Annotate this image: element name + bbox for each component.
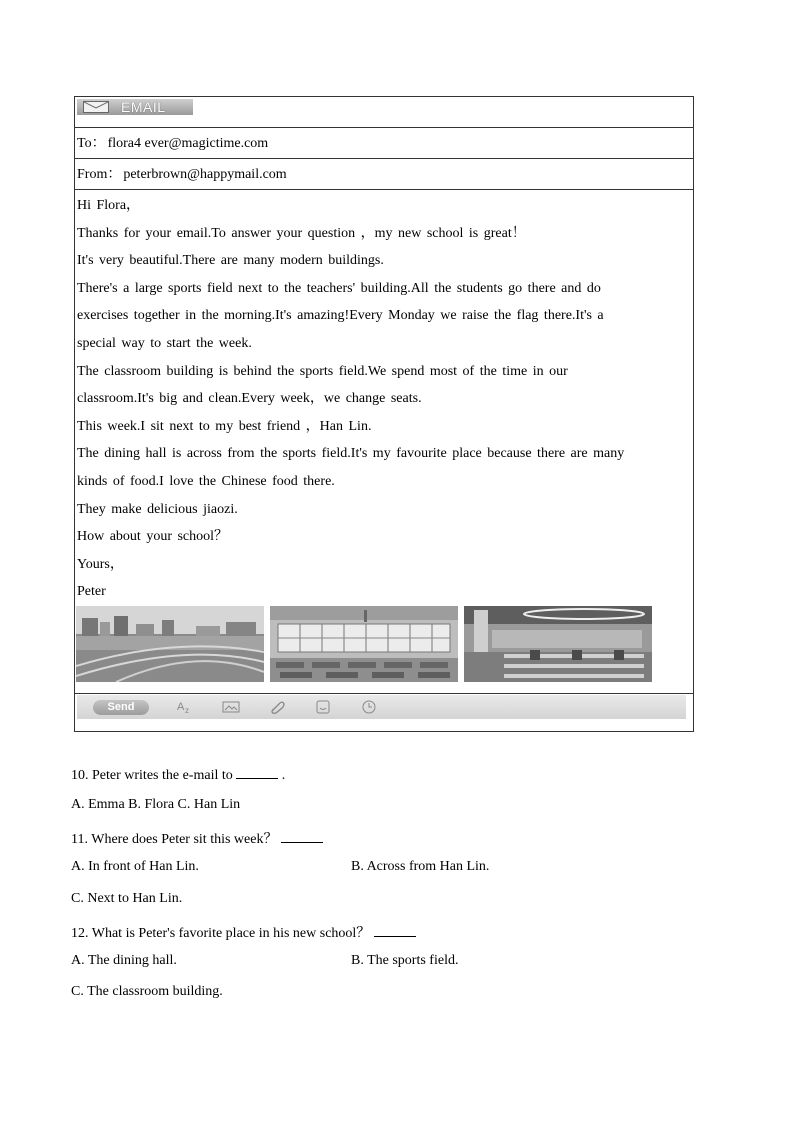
emoji-icon[interactable] — [313, 699, 333, 715]
question-number: 12. — [71, 926, 89, 941]
from-row — [75, 159, 693, 190]
body-line: Peter — [77, 584, 106, 600]
to-row — [75, 128, 693, 159]
body-line: It's very beautiful.There are many modern buildings. — [77, 253, 384, 269]
option-a[interactable]: A. The dining hall. — [71, 953, 177, 968]
email-window — [74, 96, 694, 732]
body-line: Yours， — [77, 556, 124, 572]
sports-field-photo[interactable] — [76, 606, 264, 682]
font-size-icon[interactable] — [175, 699, 195, 715]
body-line: There's a large sports field next to the teachers' building.All the students go there and do — [77, 280, 601, 296]
body-line: This week.I sit next to my best friend ，Han Lin. — [77, 418, 372, 434]
compose-toolbar — [77, 695, 686, 719]
to-value[interactable]: flora4 ever@magictime.com — [107, 136, 269, 151]
photo-strip — [76, 606, 696, 682]
question-number: 10. — [71, 768, 89, 783]
from-label: From： — [77, 167, 122, 182]
question-12 — [71, 922, 416, 942]
question-11-options-c — [71, 891, 182, 907]
body-line: The classroom building is behind the sports field.We spend most of the time in our — [77, 363, 568, 379]
image-icon[interactable] — [221, 699, 241, 715]
attachment-icon[interactable] — [267, 699, 287, 715]
option-b[interactable]: B. Across from Han Lin. — [351, 859, 490, 874]
question-number: 11. — [71, 832, 88, 847]
from-value: peterbrown@happymail.com — [123, 167, 287, 182]
svg-text:A: A — [177, 701, 185, 713]
answer-blank[interactable] — [236, 766, 278, 779]
classroom-photo[interactable] — [270, 606, 458, 682]
svg-text:z: z — [185, 706, 189, 714]
body-line: Hi Flora， — [77, 198, 141, 213]
option-c[interactable]: C. The classroom building. — [71, 984, 223, 999]
option-row[interactable]: A. Emma B. Flora C. Han Lin — [71, 797, 241, 812]
option-c[interactable]: C. Next to Han Lin. — [71, 891, 183, 906]
body-line: They make delicious jiaozi. — [77, 501, 238, 517]
envelope-icon — [83, 101, 109, 113]
question-10 — [71, 766, 285, 784]
body-line: The dining hall is across from the sports field.It's my favourite place because there are many — [77, 446, 625, 462]
question-suffix: . — [281, 768, 286, 783]
body-line: kinds of food.I love the Chinese food there. — [77, 473, 335, 489]
body-line: Thanks for your email.To answer your question ，my new school is great！ — [77, 225, 526, 241]
option-b[interactable]: B. The sports field. — [351, 953, 459, 968]
email-badge-label: EMAIL — [121, 99, 166, 115]
question-12-options-ab — [71, 953, 459, 969]
question-text: What is Peter's favorite place in his new school？ — [91, 926, 371, 941]
toolbar-divider — [75, 693, 693, 694]
question-11-options-ab — [71, 859, 490, 875]
question-10-options — [71, 797, 240, 813]
email-body — [75, 190, 693, 606]
email-badge — [77, 99, 193, 115]
question-text: Where does Peter sit this week？ — [91, 832, 278, 847]
question-11 — [71, 828, 323, 848]
body-line: exercises together in the morning.It's amazing!Every Monday we raise the flag there.It's a — [77, 308, 604, 324]
question-12-options-c — [71, 984, 223, 1000]
body-line: How about your school？ — [77, 529, 229, 545]
to-label: To： — [77, 136, 106, 151]
option-a[interactable]: A. In front of Han Lin. — [71, 859, 199, 874]
answer-blank[interactable] — [281, 830, 323, 843]
clock-icon[interactable] — [359, 699, 379, 715]
question-text: Peter writes the e-mail to — [92, 768, 233, 783]
body-line: classroom.It's big and clean.Every week，we change seats. — [77, 391, 422, 407]
answer-blank[interactable] — [374, 924, 416, 937]
dining-hall-photo[interactable] — [464, 606, 652, 682]
body-line: special way to start the week. — [77, 335, 252, 351]
send-button[interactable]: Send — [93, 700, 149, 715]
email-header — [75, 97, 693, 128]
